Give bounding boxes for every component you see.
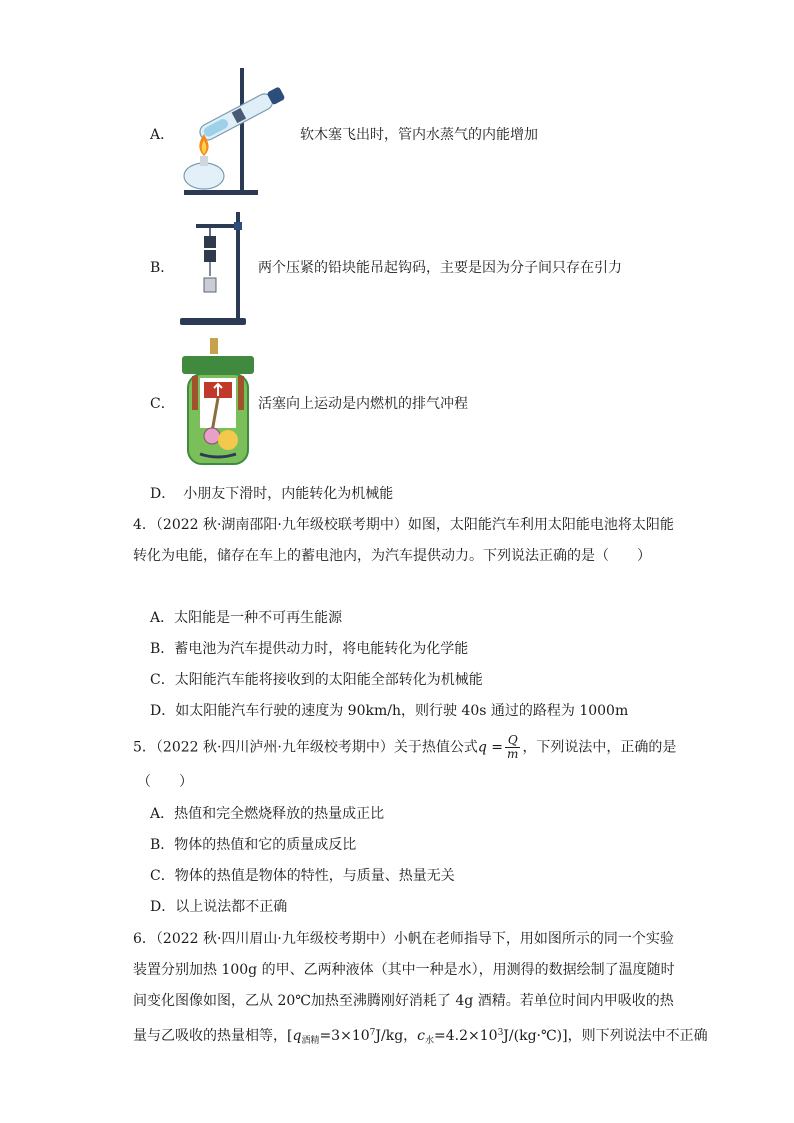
q3-option-c-text: 活塞向上运动是内燃机的排气冲程 — [258, 396, 468, 412]
q3-option-d-text: 小朋友下滑时，内能转化为机械能 — [183, 486, 394, 502]
alcohol-lamp-test-tube-figure — [178, 64, 298, 198]
q6-line4-start: 量与乙吸收的热量相等，[ — [133, 1028, 293, 1044]
q5-option-a: A．热值和完全燃烧释放的热量成正比 — [150, 806, 385, 822]
heat-value-formula — [505, 734, 520, 761]
q5-stem-line1 — [133, 734, 676, 761]
q5-stem-after: ，下列说法中，正确的是 — [522, 739, 677, 756]
q5-stem-line2: （ ） — [137, 774, 193, 790]
q6-line4 — [133, 1023, 708, 1051]
q6-c-subscript: 水 — [425, 1036, 435, 1046]
q6-c-exponent: 3 — [497, 1028, 504, 1038]
q6-q-symbol: q — [292, 1028, 302, 1044]
q4-option-c: C．太阳能汽车能将接收到的太阳能全部转化为机械能 — [150, 672, 483, 688]
q5-formula-denominator: m — [507, 747, 519, 761]
q3-option-a-label: A． — [150, 127, 175, 143]
q3-option-d-label: D． — [150, 486, 176, 502]
q3-option-b-text: 两个压紧的铅块能吊起钩码，主要是因为分子间只存在引力 — [258, 260, 622, 276]
q6-line1: 6．（2022 秋·四川眉山·九年级校考期中）小帆在老师指导下，用如图所示的同一个实验 — [133, 931, 674, 947]
q3-option-b-label: B． — [150, 260, 175, 276]
engine-cylinder-figure — [178, 336, 258, 470]
q5-option-b: B．物体的热值和它的质量成反比 — [150, 837, 357, 853]
q3-option-a-text: 软木塞飞出时，管内水蒸气的内能增加 — [300, 127, 538, 143]
q5-formula-lhs: q = — [477, 739, 504, 756]
q4-option-a: A．太阳能是一种不可再生能源 — [150, 610, 343, 626]
q5-option-d: D．以上说法都不正确 — [150, 899, 288, 915]
q3-option-c-label: C． — [150, 396, 175, 412]
q5-option-c: C．物体的热值是物体的特性，与质量、热量无关 — [150, 868, 455, 884]
q6-line3: 间变化图像如图，乙从 20℃加热至沸腾刚好消耗了 4g 酒精。若单位时间内甲吸收的热 — [133, 993, 674, 1009]
q6-q-unit: J/kg， — [375, 1028, 418, 1044]
lead-blocks-hook-weight-figure — [178, 210, 258, 328]
q4-stem-line1: 4．（2022 秋·湖南邵阳·九年级校联考期中）如图，太阳能汽车利用太阳能电池将太阳能 — [133, 517, 674, 533]
q5-formula-numerator: Q — [505, 734, 520, 748]
q6-c-value: =4.2×10 — [434, 1028, 498, 1044]
q3-option-d — [150, 484, 393, 504]
q6-q-exponent: 7 — [369, 1028, 376, 1038]
q6-c-symbol: c — [417, 1028, 425, 1044]
q6-c-unit: J/(kg·℃)]，则下列说法中不正确 — [503, 1028, 708, 1044]
q4-option-b: B．蓄电池为汽车提供动力时，将电能转化为化学能 — [150, 641, 469, 657]
q6-line2: 装置分别加热 100g 的甲、乙两种液体（其中一种是水），用测得的数据绘制了温度随时 — [133, 962, 675, 978]
q5-stem-before: 5．（2022 秋·四川泸州·九年级校考期中）关于热值公式 — [133, 739, 478, 756]
q4-stem-line2: 转化为电能，储存在车上的蓄电池内，为汽车提供动力。下列说法正确的是（ ） — [133, 548, 651, 564]
q6-q-subscript: 酒精 — [301, 1036, 320, 1046]
q6-q-value: =3×10 — [319, 1028, 370, 1044]
q4-option-d: D．如太阳能汽车行驶的速度为 90km/h，则行驶 40s 通过的路程为 1000m — [150, 703, 629, 719]
